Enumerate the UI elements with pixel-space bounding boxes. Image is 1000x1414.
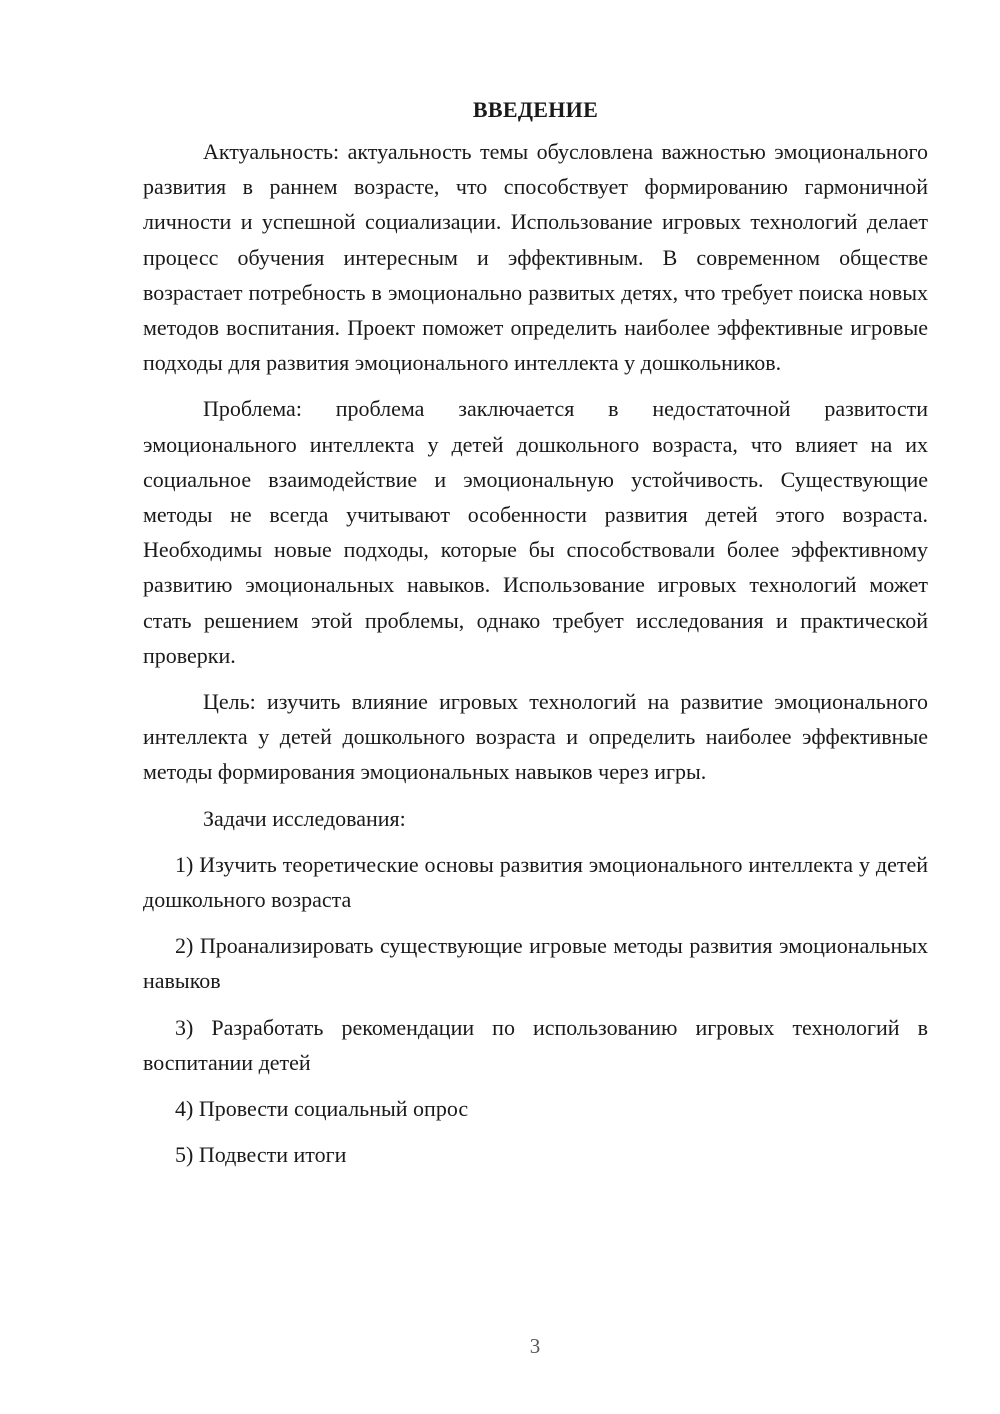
section-heading: ВВЕДЕНИЕ bbox=[472, 97, 599, 122]
relevance-paragraph: Актуальность: актуальность темы обусловлена важностью эмоционального развития в раннем возрасте, что способствует формированию гармоничной личности и успешной социализации. Использование игровых технологий делает процесс обучения интересным и эффективным. В современном обществе возрастает потребность в эмоционально развитых детях, что требует поиска новых методов воспитания. Проект поможет определить наиболее эффективные игровые подходы для развития эмоционального интеллекта у дошкольников. bbox=[143, 139, 928, 376]
task-item-4: 4) Провести социальный опрос bbox=[175, 1096, 469, 1122]
task-item-5: 5) Подвести итоги bbox=[175, 1142, 347, 1168]
task-item-2: 2) Проанализировать существующие игровые методы развития эмоциональных навыков bbox=[143, 933, 928, 994]
tasks-heading: Задачи исследования: bbox=[203, 805, 406, 831]
document-page bbox=[143, 94, 928, 1172]
task-item-1: 1) Изучить теоретические основы развития эмоционального интеллекта у детей дошкольного возраста bbox=[143, 851, 928, 913]
goal-paragraph: Цель: изучить влияние игровых технологий на развитие эмоционального интеллекта у детей дошкольного возраста и определить наиболее эффективные методы формирования эмоциональных навыков через игры. bbox=[143, 689, 928, 785]
problem-paragraph: Проблема: проблема заключается в недостаточной развитости эмоционального интеллекта у детей дошкольного возраста, что влияет на их социальное взаимодействие и эмоциональную устойчивость. Существующие методы не всегда учитывают особенности развития детей этого возраста. Необходимы новые подходы, которые бы способствовали более эффективному развитию эмоциональных навыков. Использование игровых технологий может стать решением этой проблемы, однако требует исследования и практической проверки. bbox=[143, 396, 928, 668]
page-number: 3 bbox=[529, 1334, 541, 1358]
task-item-3: 3) Разработать рекомендации по использованию игровых технологий в воспитании детей bbox=[143, 1014, 928, 1075]
